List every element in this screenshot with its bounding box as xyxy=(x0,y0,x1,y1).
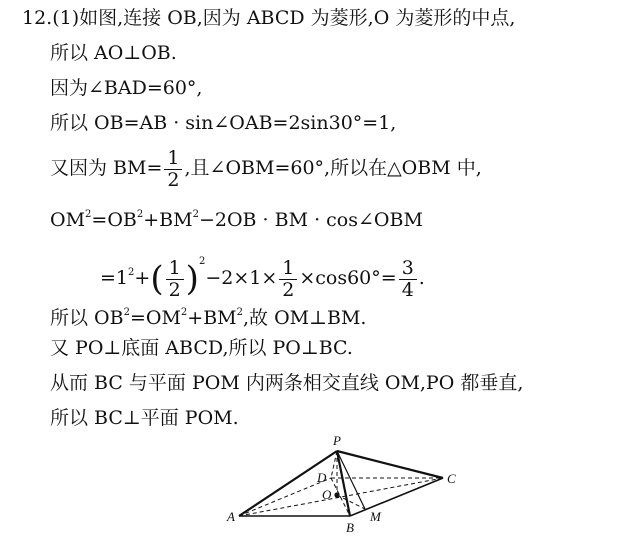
fraction-one-half xyxy=(164,148,182,191)
fraction-denominator: 4 xyxy=(401,278,414,301)
period: . xyxy=(418,267,425,289)
pyramid-figure xyxy=(225,433,475,537)
segment-o-m xyxy=(337,495,365,509)
label-c: C xyxy=(447,471,456,486)
line-8 xyxy=(50,301,366,330)
fraction-numerator: 1 xyxy=(279,258,297,280)
square-exponent: 2 xyxy=(192,209,199,220)
line-1: 12.(1)如图,连接 OB,因为 ABCD 为菱形,O 为菱形的中点, xyxy=(22,7,516,29)
fraction-paren-half xyxy=(166,258,184,301)
ob-term: =OB xyxy=(91,209,137,231)
label-o: O xyxy=(322,487,332,502)
one-term: =1 xyxy=(100,267,129,289)
edge-b-c xyxy=(350,478,443,516)
line-4: 所以 OB=AB · sin∠OAB=2sin30°=1, xyxy=(50,112,397,134)
square-exponent: 2 xyxy=(136,209,144,220)
fraction-denominator: 2 xyxy=(168,278,181,301)
fraction-denominator: 2 xyxy=(282,278,295,301)
fraction-numerator: 1 xyxy=(166,258,184,280)
ob-term: 所以 OB xyxy=(50,307,124,329)
edge-p-c xyxy=(337,451,443,478)
square-exponent: 2 xyxy=(123,307,130,318)
product-term: −2×1× xyxy=(205,267,278,289)
line-10: 从而 BC 与平面 POM 内两条相交直线 OM,PO 都垂直, xyxy=(50,372,524,394)
line-9: 又 PO⊥底面 ABCD,所以 PO⊥BC. xyxy=(50,337,353,359)
line-5-part-b: ,且∠OBM=60°,所以在△OBM 中, xyxy=(184,157,482,179)
om-term: OM xyxy=(50,209,86,231)
fraction-three-quarters xyxy=(399,258,417,301)
fraction-half xyxy=(279,258,297,301)
right-paren: ) xyxy=(185,259,199,299)
cos-term: −2OB · BM · cos∠OBM xyxy=(198,209,423,231)
label-d: D xyxy=(317,470,327,485)
square-exponent: 2 xyxy=(236,307,244,318)
label-m: M xyxy=(370,509,381,524)
line-5-part-a: 又因为 BM= xyxy=(50,157,163,179)
bm-term: +BM xyxy=(187,307,237,329)
label-a: A xyxy=(227,509,235,524)
left-paren: ( xyxy=(150,259,164,299)
square-exponent: 2 xyxy=(85,209,92,220)
om-term: =OM xyxy=(129,307,181,329)
bm-term: +BM xyxy=(143,209,193,231)
center-point-o xyxy=(334,492,339,497)
label-b: B xyxy=(346,520,354,535)
cos-product: ×cos60°= xyxy=(299,267,397,289)
edge-p-m xyxy=(337,451,365,509)
line-2: 所以 AO⊥OB. xyxy=(50,42,177,64)
line-5 xyxy=(50,145,482,191)
line-11: 所以 BC⊥平面 POM. xyxy=(50,407,239,429)
fraction-numerator: 1 xyxy=(164,148,182,170)
label-p: P xyxy=(333,433,341,448)
line-7 xyxy=(100,236,425,304)
edge-p-b xyxy=(337,451,350,516)
conclusion-perp: ,故 OM⊥BM. xyxy=(243,307,367,329)
plus-sign: + xyxy=(134,267,151,289)
line-6 xyxy=(50,203,423,232)
line-3: 因为∠BAD=60°, xyxy=(50,77,203,99)
square-exponent: 2 xyxy=(128,267,135,278)
fraction-numerator: 3 xyxy=(399,258,417,280)
square-exponent: 2 xyxy=(198,256,206,267)
square-exponent: 2 xyxy=(180,307,188,318)
fraction-denominator: 2 xyxy=(167,168,180,191)
